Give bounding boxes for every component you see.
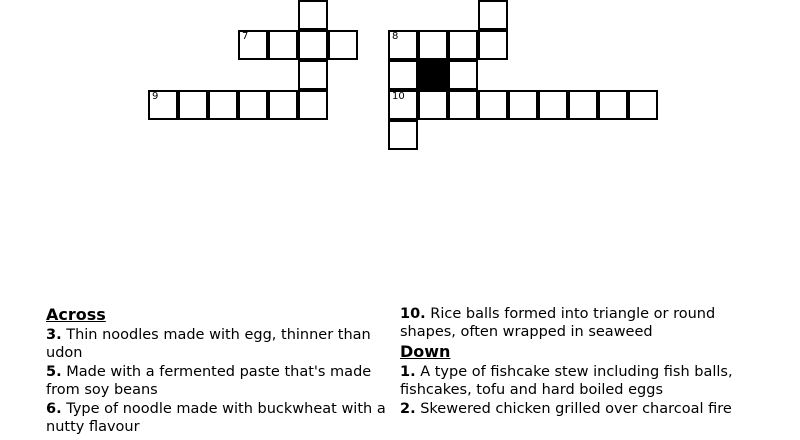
down-heading: Down	[400, 342, 451, 361]
grid-cell[interactable]	[478, 30, 508, 60]
clue-text: Skewered chicken grilled over charcoal fire	[420, 401, 732, 417]
clue-text: Type of noodle made with buckwheat with a nutty flavour	[46, 401, 386, 435]
grid-cell[interactable]	[418, 90, 448, 120]
clues-section	[0, 305, 800, 440]
clues-column-left	[46, 305, 386, 437]
clue-across-5	[46, 363, 386, 399]
clue-number: 2.	[400, 401, 416, 417]
grid-cell[interactable]	[448, 60, 478, 90]
grid-cell[interactable]	[388, 60, 418, 90]
grid-cell[interactable]	[568, 90, 598, 120]
grid-cell[interactable]	[388, 120, 418, 150]
grid-cell[interactable]	[268, 30, 298, 60]
clue-text: A type of fishcake stew including fish balls, fishcakes, tofu and hard boiled eggs	[400, 364, 733, 398]
clue-across-6	[46, 400, 386, 436]
clue-number: 6.	[46, 401, 62, 417]
grid-cell-number: 7	[242, 31, 249, 42]
grid-cell-number: 8	[392, 31, 399, 42]
grid-cell[interactable]	[148, 90, 178, 120]
grid-cell[interactable]	[268, 90, 298, 120]
clue-down-1	[400, 363, 760, 399]
grid-cell[interactable]	[418, 30, 448, 60]
grid-cell[interactable]	[388, 30, 418, 60]
grid-cell[interactable]	[538, 90, 568, 120]
grid-cell[interactable]	[448, 90, 478, 120]
grid-cell[interactable]	[478, 0, 508, 30]
grid-cell[interactable]	[298, 30, 328, 60]
grid-cell[interactable]	[478, 90, 508, 120]
grid-cell[interactable]	[238, 90, 268, 120]
clues-column-right	[400, 305, 760, 419]
clue-down-10	[400, 305, 760, 341]
grid-cell[interactable]	[298, 60, 328, 90]
grid-cell[interactable]	[598, 90, 628, 120]
grid-cell-blocked	[418, 60, 448, 90]
clue-number: 10.	[400, 306, 426, 322]
grid-cell[interactable]	[298, 90, 328, 120]
grid-cell[interactable]	[208, 90, 238, 120]
clue-text: Rice balls formed into triangle or round shapes, often wrapped in seaweed	[400, 306, 716, 340]
grid-cell[interactable]	[508, 90, 538, 120]
grid-cell[interactable]	[178, 90, 208, 120]
grid-cell[interactable]	[388, 90, 418, 120]
clue-text: Made with a fermented paste that's made from soy beans	[46, 364, 372, 398]
grid-cell[interactable]	[328, 30, 358, 60]
clue-down-2	[400, 400, 760, 418]
grid-cell[interactable]	[448, 30, 478, 60]
clue-text: Thin noodles made with egg, thinner than udon	[46, 327, 371, 361]
clue-across-3	[46, 326, 386, 362]
grid-cell-number: 9	[152, 91, 159, 102]
across-heading: Across	[46, 305, 106, 324]
grid-cell[interactable]	[298, 0, 328, 30]
grid-cell-number: 10	[392, 91, 405, 102]
clue-number: 3.	[46, 327, 62, 343]
grid-cell[interactable]	[238, 30, 268, 60]
clue-number: 1.	[400, 364, 416, 380]
clue-number: 5.	[46, 364, 62, 380]
grid-cell[interactable]	[628, 90, 658, 120]
